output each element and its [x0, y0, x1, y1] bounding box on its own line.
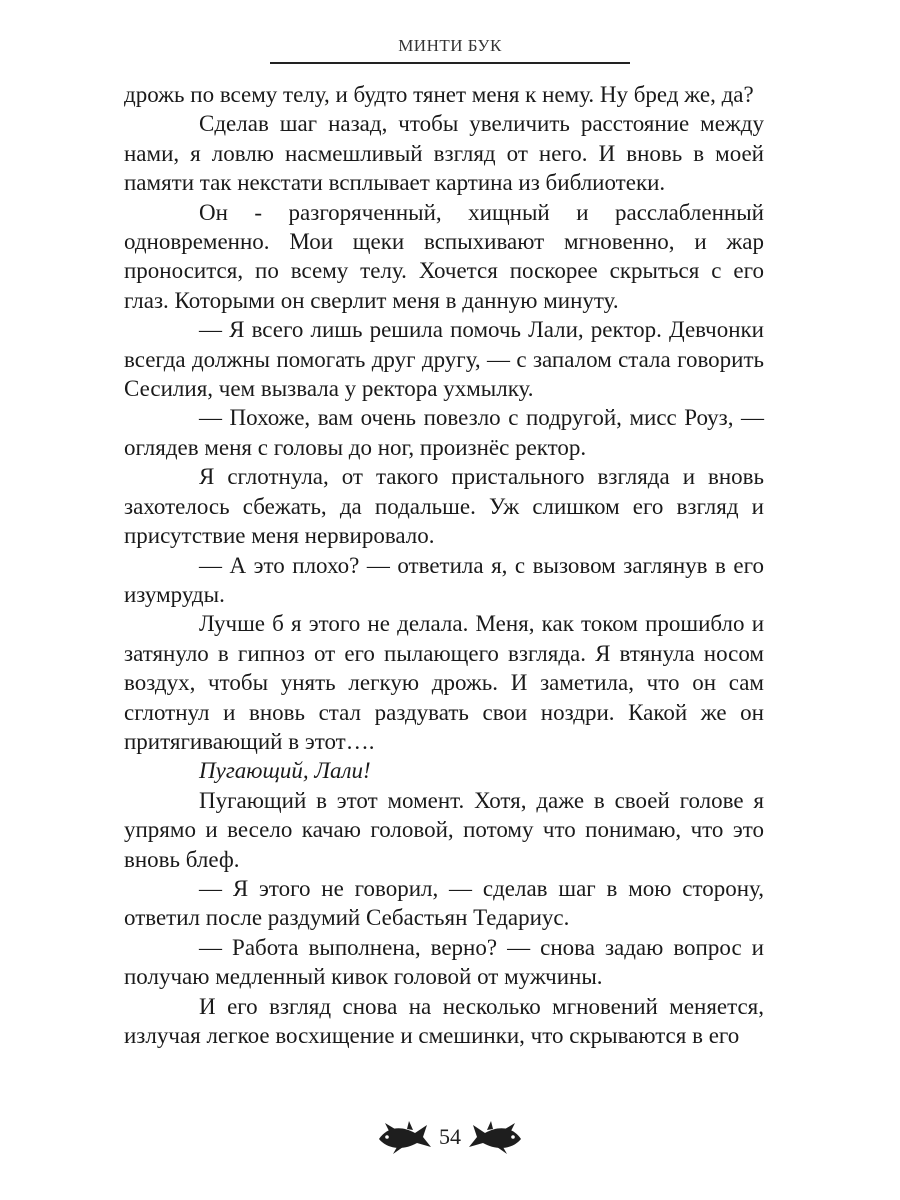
paragraph-12: — Работа выполнена, верно? — снова задаю вопрос и получаю медленный кивок головой от мужчины. — [124, 934, 764, 990]
paragraph-11: — Я этого не говорил, — сделав шаг в мою сторону, ответил после раздумий Себастьян Тедариус. — [124, 875, 764, 931]
paragraph-4: — Я всего лишь решила помочь Лали, ректор. Девчонки всегда должны помогать друг другу, — с запалом стала говорить Сесилия, чем вызвала у ректора ухмылку. — [124, 317, 764, 402]
fish-ornament-left-icon — [375, 1117, 433, 1157]
paragraph-7: — А это плохо? — ответила я, с вызовом заглянув в его изумруды. — [124, 552, 764, 607]
paragraph-1: дрожь по всему телу, и будто тянет меня к нему. Ну бред же, да? — [124, 82, 754, 107]
paragraph-10: Пугающий в этот момент. Хотя, даже в своей голове я упрямо и весело качаю головой, потому что понимаю, что это вновь блеф. — [124, 787, 764, 872]
body-text — [124, 80, 764, 1050]
paragraph-6: Я сглотнула, от такого пристального взгляда и вновь захотелось сбежать, да подальше. Уж слишком его взгляд и присутствие меня нервировало. — [124, 464, 764, 549]
paragraph-2: Сделав шаг назад, чтобы увеличить расстояние между нами, я ловлю насмешливый взгляд от него. И вновь в моей памяти так некстати всплывает картина из библиотеки. — [124, 111, 764, 196]
page-number: 54 — [439, 1124, 461, 1149]
paragraph-13: И его взгляд снова на несколько мгновений меняется, излучая легкое восхищение и смешинки, что скрываются в его — [124, 993, 764, 1048]
page-footer — [370, 1112, 530, 1162]
paragraph-3: Он - разгоряченный, хищный и расслабленный одновременно. Мои щеки вспыхивают мгновенно, и жар проносится, по всему телу. Хочется поскорее скрыться с его глаз. Которыми он сверлит меня в данную минуту. — [124, 199, 764, 313]
paragraph-9-italic-thought: Пугающий, Лали! — [199, 758, 371, 784]
running-header: МИНТИ БУК — [398, 36, 502, 55]
header-rule — [270, 62, 630, 64]
fish-ornament-right-icon — [467, 1117, 525, 1157]
paragraph-8: Лучше б я этого не делала. Меня, как током прошибло и затянуло в гипноз от его пылающего взгляда. Я втянула носом воздух, чтобы унять легкую дрожь. И заметила, что он сам сглотнул и вновь стал раздувать свои ноздри. Какой же он притягивающий в этот…. — [124, 611, 764, 754]
paragraph-5: — Похоже, вам очень повезло с подругой, мисс Роуз, — оглядев меня с головы до ног, произнёс ректор. — [124, 405, 764, 460]
